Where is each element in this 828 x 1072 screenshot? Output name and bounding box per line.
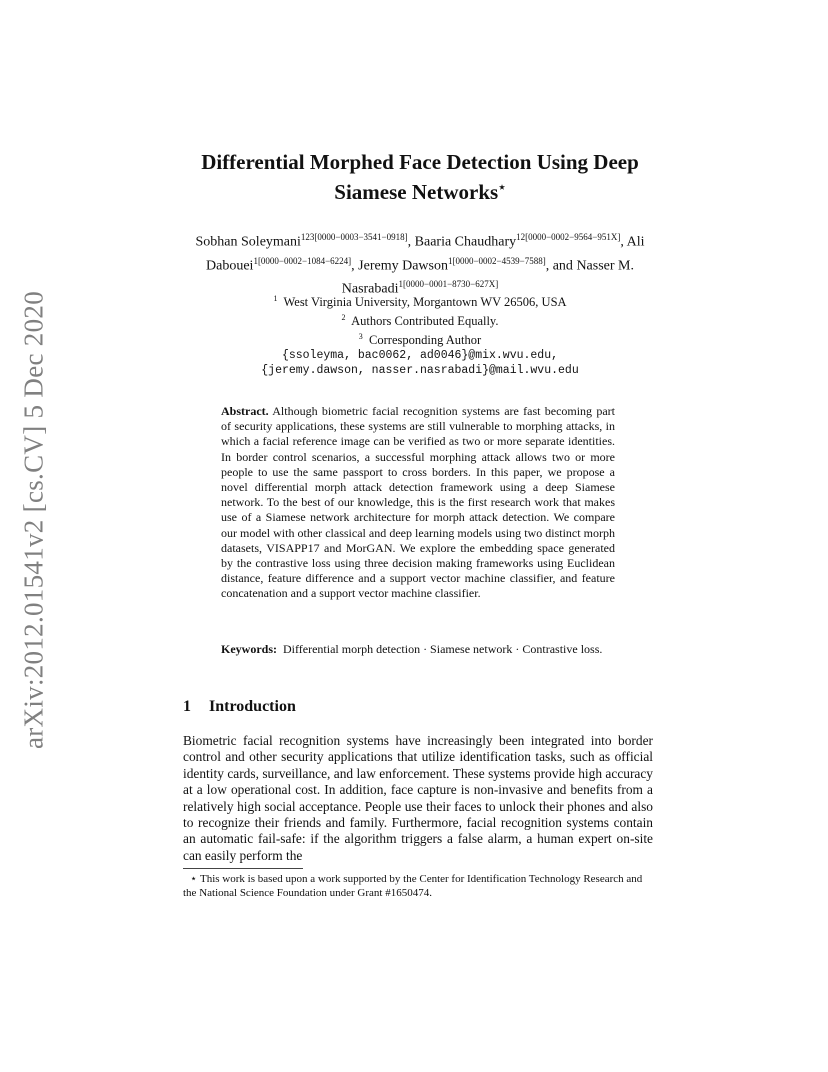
author-list: Sobhan Soleymani$^{123[0000-0003-3541-0918]}$, Baaria Chaudhary$^{12[0000-0002-9564-951X]}$, Ali Dabouei$^{1[0000-0002-1084-6224]}$, Jeremy Dawson$^{1[0000-0002-4539-7588]}$, and Nasser M. Nasrabadi$^{1[0000-0001-8730-627X]}$	[195, 232, 645, 297]
introduction-paragraph: Biometric facial recognition systems have increasingly been integrated into border control and other security applications that utilize identification tasks, such as official identity cards, surveillance, and law enforcement. These systems provide high accuracy at a low operational cost. In addition, face capture is non-invasive and benefits from a relatively high social acceptance. People use their faces to unlock their phones and also to recognize their friends and family. Furthermore, facial recognition systems contain an automatic fail-safe: if the algorithm triggers a false alarm, a human expert on-site can easily perform the	[183, 733, 653, 863]
affiliation-line: $^3$ Corresponding Author	[358, 332, 482, 348]
section-heading	[183, 698, 296, 716]
email-line: {jeremy.dawson, nasser.nasrabadi}@mail.wvu.edu	[261, 364, 579, 378]
author-name: Ali Dabouei	[206, 234, 645, 274]
abstract-text: Although biometric facial recognition systems are fast becoming part of security applications, these systems are still vulnerable to morphing attacks, in which a facial reference image can be verified as two or more separate identities. In border control scenarios, a successful morphing attack allows two or more people to use the same passport to cross borders. In this paper, we propose a novel differential morph attack detection framework using a deep Siamese network. To the best of our knowledge, this is the first research work that makes use of a Siamese network architecture for morph attack detection. We compare our model with other classical and deep learning models using two distinct morph datasets, VISAPP17 and MorGAN. We explore the embedding space generated by the contrastive loss using three decision making frameworks using Euclidean distance, feature difference and a support vector machine classifier, and feature concatenation and a support vector machine classifier.	[221, 404, 615, 601]
section-title: Introduction	[209, 698, 296, 715]
author-name: Sobhan Soleymani	[195, 234, 301, 250]
footnote-mark: ⋆	[190, 873, 197, 885]
abstract-label: Abstract.	[221, 404, 269, 418]
affiliation-line: $^2$ Authors Contributed Equally.	[341, 313, 499, 329]
keywords-label: Keywords:	[221, 642, 277, 656]
author-orcid: 1[0000−0002−1084−6224]	[253, 255, 352, 266]
email-line: {ssoleyma, bac0062, ad0046}@mix.wvu.edu,	[281, 349, 559, 363]
author-orcid: 123[0000−0003−3541−0918]	[300, 232, 408, 242]
title-line-2: Siamese Networks	[334, 180, 499, 204]
footnote	[183, 872, 653, 900]
author-name: Nasser M. Nasrabadi	[341, 258, 634, 297]
abstract	[221, 404, 615, 602]
footnote-rule	[183, 868, 303, 869]
title-line-1: Differential Morphed Face Detection Using Deep	[201, 150, 639, 174]
keywords-text: Differential morph detection · Siamese network · Contrastive loss.	[283, 642, 603, 656]
author-name: Baaria Chaudhary	[414, 234, 517, 250]
keywords	[221, 642, 615, 657]
section-number: 1	[183, 698, 191, 715]
author-orcid: 1[0000−0002−4539−7588]	[447, 255, 546, 266]
author-name: Jeremy Dawson	[358, 258, 448, 274]
arxiv-sidebar-stamp	[0, 0, 48, 1072]
arxiv-identifier: arXiv:2012.01541v2 [cs.CV] 5 Dec 2020	[18, 290, 49, 750]
affiliation-line: $^1$ West Virginia University, Morgantown WV 26506, USA	[273, 294, 567, 310]
affiliations	[200, 291, 640, 378]
author-orcid: 1[0000−0001−8730−627X]	[398, 279, 499, 290]
footnote-text: This work is based upon a work supported by the Center for Identification Technology Research and the National Science Foundation under Grant #1650474.	[183, 873, 643, 899]
title-footnote-mark: ⋆	[498, 180, 506, 194]
author-orcid: 12[0000−0002−9564−951X]	[516, 232, 621, 242]
paper-title	[150, 150, 690, 205]
